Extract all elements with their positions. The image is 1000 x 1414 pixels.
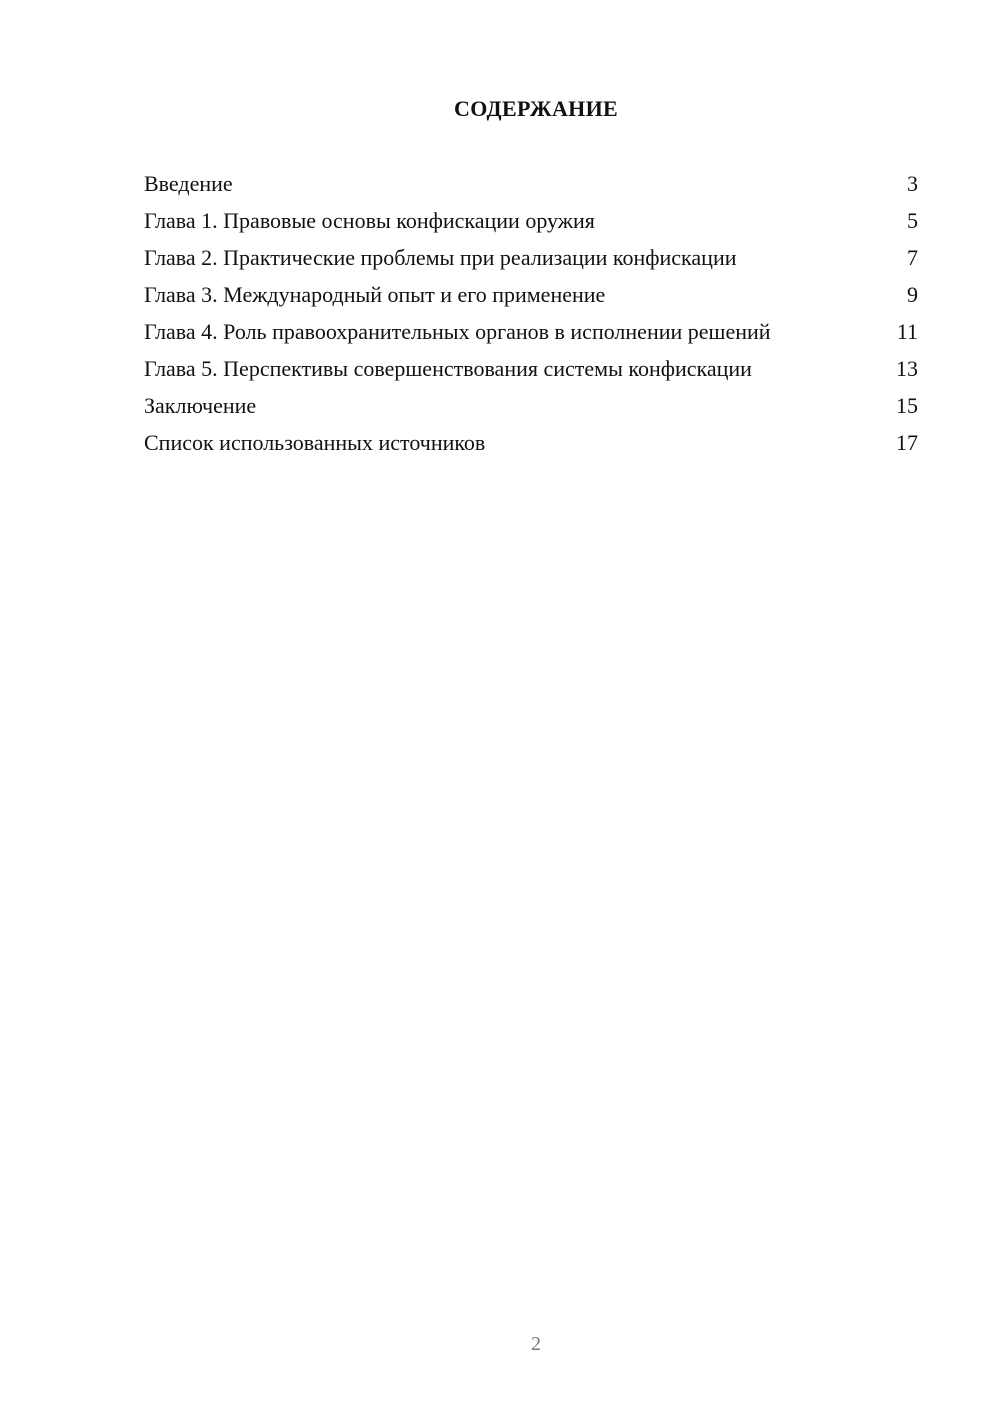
toc-entry-text: Глава 4. Роль правоохранительных органов в исполнении решений <box>144 319 771 344</box>
toc-entry-chapter-3 <box>144 281 918 308</box>
toc-entry-text: Введение <box>144 171 233 196</box>
toc-entry-introduction <box>144 170 918 197</box>
toc-entry-page: 11 <box>896 319 918 344</box>
toc-entry-page: 9 <box>907 282 918 307</box>
page-number: 2 <box>531 1333 541 1355</box>
toc-entry-page: 17 <box>896 430 918 455</box>
toc-title: СОДЕРЖАНИЕ <box>454 96 618 121</box>
toc-entry-chapter-5 <box>144 355 918 382</box>
toc-entry-text: Глава 5. Перспективы совершенствования системы конфискации <box>144 356 752 381</box>
toc-entry-chapter-1 <box>144 207 918 234</box>
toc-entry-text: Глава 1. Правовые основы конфискации оружия <box>144 208 595 233</box>
toc-entry-chapter-2 <box>144 244 918 271</box>
toc-entry-page: 13 <box>896 356 918 381</box>
table-of-contents <box>144 170 918 466</box>
toc-entry-page: 3 <box>907 171 918 196</box>
toc-entry-chapter-4 <box>144 318 918 345</box>
toc-entry-page: 7 <box>907 245 918 270</box>
toc-entry-text: Глава 3. Международный опыт и его применение <box>144 282 606 307</box>
toc-entry-page: 15 <box>896 393 918 418</box>
toc-entry-page: 5 <box>907 208 918 233</box>
toc-entry-references <box>144 429 918 456</box>
toc-entry-text: Список использованных источников <box>144 430 486 455</box>
toc-entry-text: Глава 2. Практические проблемы при реализации конфискации <box>144 245 737 270</box>
toc-entry-conclusion <box>144 392 918 419</box>
toc-entry-text: Заключение <box>144 393 257 418</box>
